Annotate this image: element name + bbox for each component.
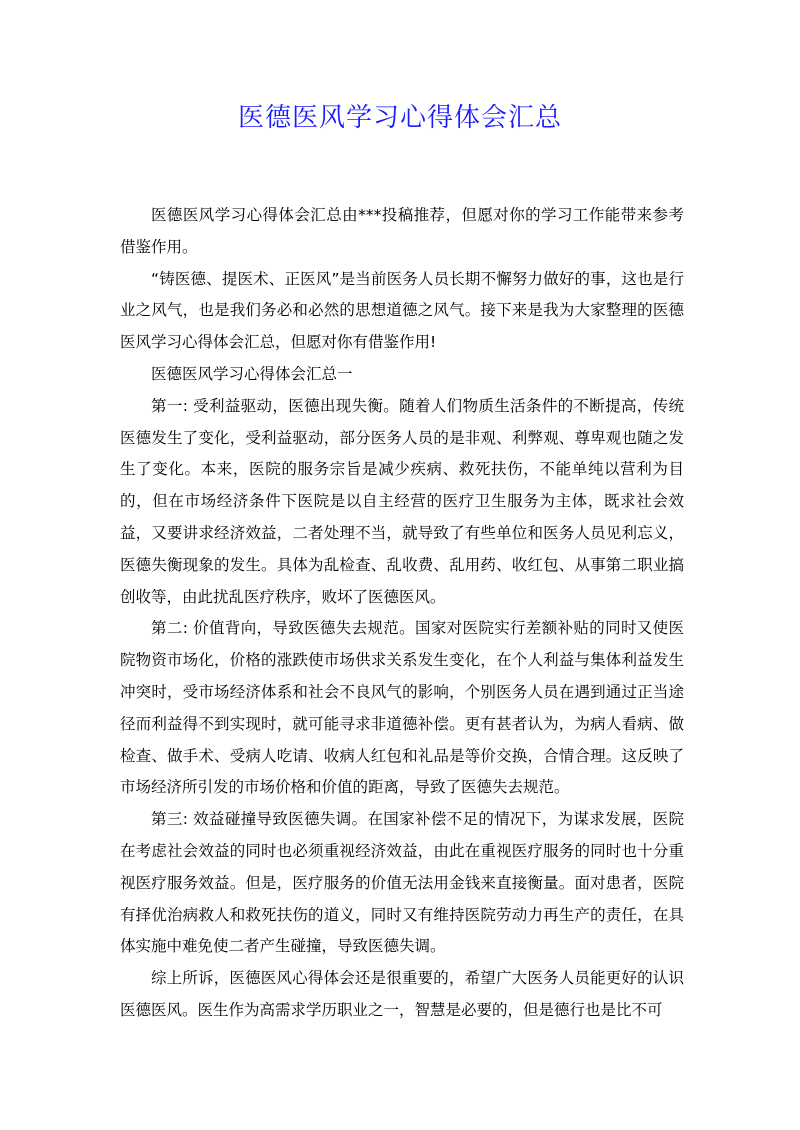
paragraph-summary: 综上所诉，医德医风心得体会还是很重要的，希望广大医务人员能更好的认识医德医风。医生作为高需求学历职业之一，智慧是必要的，但是德行也是比不可	[120, 969, 684, 1019]
document-body	[120, 200, 684, 1027]
paragraph-point-3: 第三: 效益碰撞导致医德失调。在国家补偿不足的情况下，为谋求发展，医院在考虑社会效益的同时也必须重视经济效益，由此在重视医疗服务的同时也十分重视医疗服务效益。但是，医疗服务的价值无法用金钱来直接衡量。面对患者，医院有择优治病救人和救死扶伤的道义，同时又有维持医院劳动力再生产的责任，在具体实施中难免使二者产生碰撞，导致医德失调。	[120, 810, 684, 956]
paragraph-preface: “铸医德、提医术、正医风”是当前医务人员长期不懈努力做好的事，这也是行业之风气，也是我们务必和必然的思想道德之风气。接下来是我为大家整理的医德医风学习心得体会汇总，但愿对你有借鉴作用!	[120, 269, 684, 352]
section-heading: 医德医风学习心得体会汇总一	[151, 364, 353, 383]
document-title: 医德医风学习心得体会汇总	[237, 103, 562, 133]
paragraph-intro: 医德医风学习心得体会汇总由***投稿推荐，但愿对你的学习工作能带来参考借鉴作用。	[120, 206, 684, 256]
paragraph-point-2: 第二: 价值背向，导致医德失去规范。国家对医院实行差额补贴的同时又使医院物资市场化，价格的涨跌使市场供求关系发生变化，在个人利益与集体利益发生冲突时，受市场经济体系和社会不良风气的影响，个别医务人员在遇到通过正当途径而利益得不到实现时，就可能寻求非道德补偿。更有甚者认为，为病人看病、做检查、做手术、受病人吃请、收病人红包和礼品是等价交换，合情合理。这反映了市场经济所引发的市场价格和价值的距离，导致了医德失去规范。	[120, 619, 684, 797]
paragraph-point-1: 第一: 受利益驱动，医德出现失衡。随着人们物质生活条件的不断提高，传统医德发生了变化，受利益驱动，部分医务人员的是非观、利弊观、尊卑观也随之发生了变化。本来，医院的服务宗旨是减少疾病、救死扶伤，不能单纯以营利为目的，但在市场经济条件下医院是以自主经营的医疗卫生服务为主体，既求社会效益，又要讲求经济效益，二者处理不当，就导致了有些单位和医务人员见利忘义，医德失衡现象的发生。具体为乱检查、乱收费、乱用药、收红包、从事第二职业搞创收等，由此扰乱医疗秩序，败坏了医德医风。	[120, 396, 684, 606]
